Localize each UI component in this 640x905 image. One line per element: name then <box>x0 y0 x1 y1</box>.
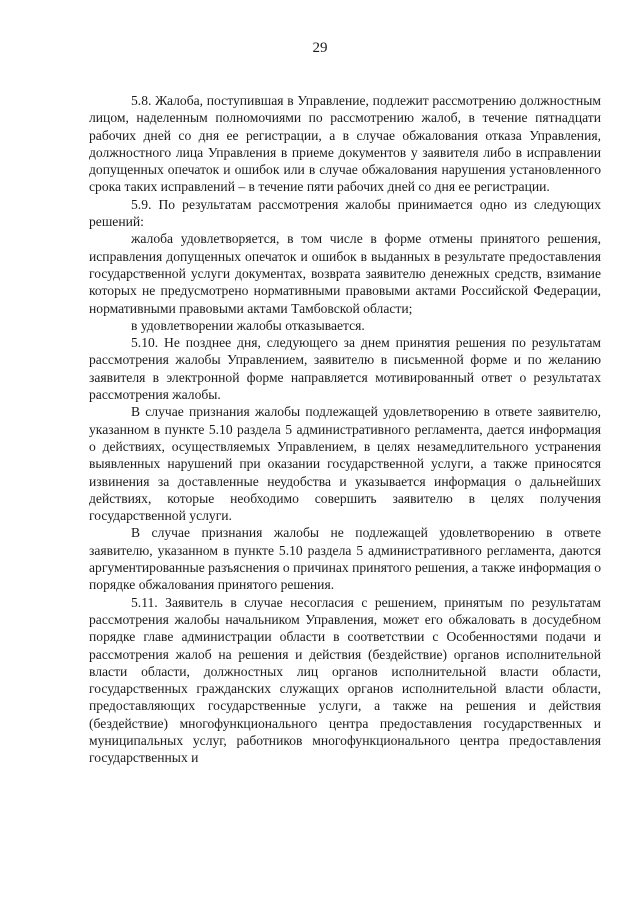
paragraph-5-8: 5.8. Жалоба, поступившая в Управление, подлежит рассмотрению должностным лицом, наделенным полномочиями по рассмотрению жалоб, в течение пятнадцати рабочих дней со дня ее регистрации, а в случае обжалования отказа Управления, должностного лица Управления в приеме документов у заявителя либо в исправлении допущенных опечаток и ошибок или в случае обжалования нарушения установленного срока таких исправлений – в течение пяти рабочих дней со дня ее регистрации. <box>89 93 601 195</box>
paragraph-rejected-case: В случае признания жалобы не подлежащей удовлетворению в ответе заявителю, указанном в пункте 5.10 раздела 5 административного регламента, даются аргументированные разъяснения о причинах принятого решения, а также информация о порядке обжалования принятого решения. <box>89 525 601 593</box>
page-number: 29 <box>312 40 328 56</box>
paragraph-5-11: 5.11. Заявитель в случае несогласия с решением, принятым по результатам рассмотрения жалобы начальником Управления, может его обжаловать в досудебном порядке главе администрации области в соответствии с Особенностями подачи и рассмотрения жалоб на решения и действия (бездействие) органов исполнительной власти области, должностных лиц органов исполнительной власти области, государственных гражданских служащих органов исполнительной власти области, предоставляющих государственные услуги, а также на решения и действия (бездействие) многофункционального центра предоставления государственных и муниципальных услуг, работников многофункционального центра предоставления государственных и <box>89 594 601 766</box>
document-body <box>89 92 601 767</box>
paragraph-5-9: 5.9. По результатам рассмотрения жалобы принимается одно из следующих решений: <box>89 196 601 230</box>
decision-option-satisfy: жалоба удовлетворяется, в том числе в форме отмены принятого решения, исправления допущенных опечаток и ошибок в выданных в результате предоставления государственной услуги документах, возврата заявителю денежных средств, взимание которых не предусмотрено нормативными правовыми актами Российской Федерации, нормативными правовыми актами Тамбовской области; <box>89 231 601 316</box>
paragraph-5-10: 5.10. Не позднее дня, следующего за днем принятия решения по результатам рассмотрения жалобы Управлением, заявителю в письменной форме и по желанию заявителя в электронной форме направляется мотивированный ответ о результатах рассмотрения жалобы. <box>89 335 601 403</box>
decision-option-refuse: в удовлетворении жалобы отказывается. <box>131 317 365 333</box>
paragraph-satisfied-case: В случае признания жалобы подлежащей удовлетворению в ответе заявителю, указанном в пункте 5.10 раздела 5 административного регламента, дается информация о действиях, осуществляемых Управлением, в целях незамедлительного устранения выявленных нарушений при оказании государственной услуги, а также приносятся извинения за доставленные неудобства и указывается информация о дальнейших действиях, которые необходимо совершить заявителю в целях получения государственной услуги. <box>89 404 601 524</box>
